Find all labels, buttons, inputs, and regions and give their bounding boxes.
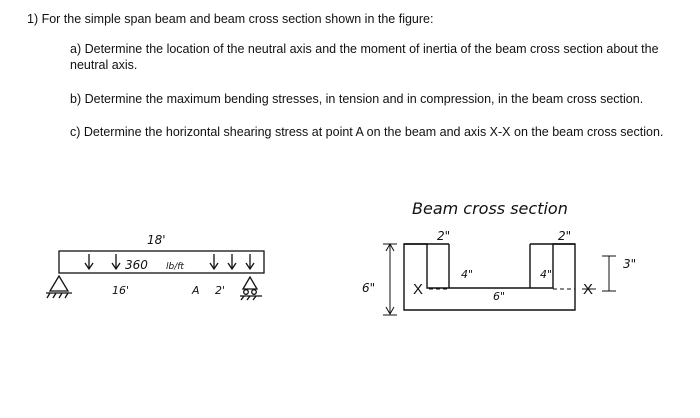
axis-x-left: X bbox=[413, 281, 424, 298]
point-a-label: A bbox=[192, 284, 200, 297]
bottom-width-label: 6" bbox=[493, 290, 506, 303]
section-title: Beam cross section bbox=[412, 199, 568, 218]
load-label: 360 bbox=[125, 258, 148, 272]
axis-x-right: X bbox=[583, 281, 594, 298]
right-segment-label: 2' bbox=[215, 284, 226, 297]
total-height-label: 6" bbox=[362, 281, 376, 295]
span-label: 18' bbox=[147, 233, 166, 247]
part-a-line1: a) Determine the location of the neutral axis and the moment of inertia of the beam cross section about the bbox=[70, 42, 659, 56]
flange-thickness-label: 3" bbox=[623, 257, 637, 271]
right-web-height-label: 4" bbox=[540, 268, 553, 281]
left-segment-label: 16' bbox=[112, 284, 130, 297]
part-b: b) Determine the maximum bending stresses, in tension and in compression, in the beam cross section. bbox=[70, 92, 644, 106]
load-unit: lb/ft bbox=[166, 262, 184, 272]
beam-body bbox=[59, 251, 264, 273]
section-dimension-lines bbox=[383, 244, 616, 315]
problem-heading: 1) For the simple span beam and beam cross section shown in the figure: bbox=[27, 12, 434, 26]
beam-labels bbox=[112, 233, 225, 297]
part-c: c) Determine the horizontal shearing stress at point A on the beam and axis X-X on the beam cross section. bbox=[70, 125, 664, 139]
roller-support-right bbox=[240, 277, 262, 300]
beam-diagram bbox=[46, 251, 264, 300]
left-web-height-label: 4" bbox=[461, 268, 474, 281]
right-flange-width: 2" bbox=[558, 229, 572, 243]
pin-support-left bbox=[46, 276, 72, 298]
part-a-line2: neutral axis. bbox=[70, 58, 138, 72]
section-labels bbox=[362, 229, 636, 303]
left-flange-width: 2" bbox=[437, 229, 451, 243]
